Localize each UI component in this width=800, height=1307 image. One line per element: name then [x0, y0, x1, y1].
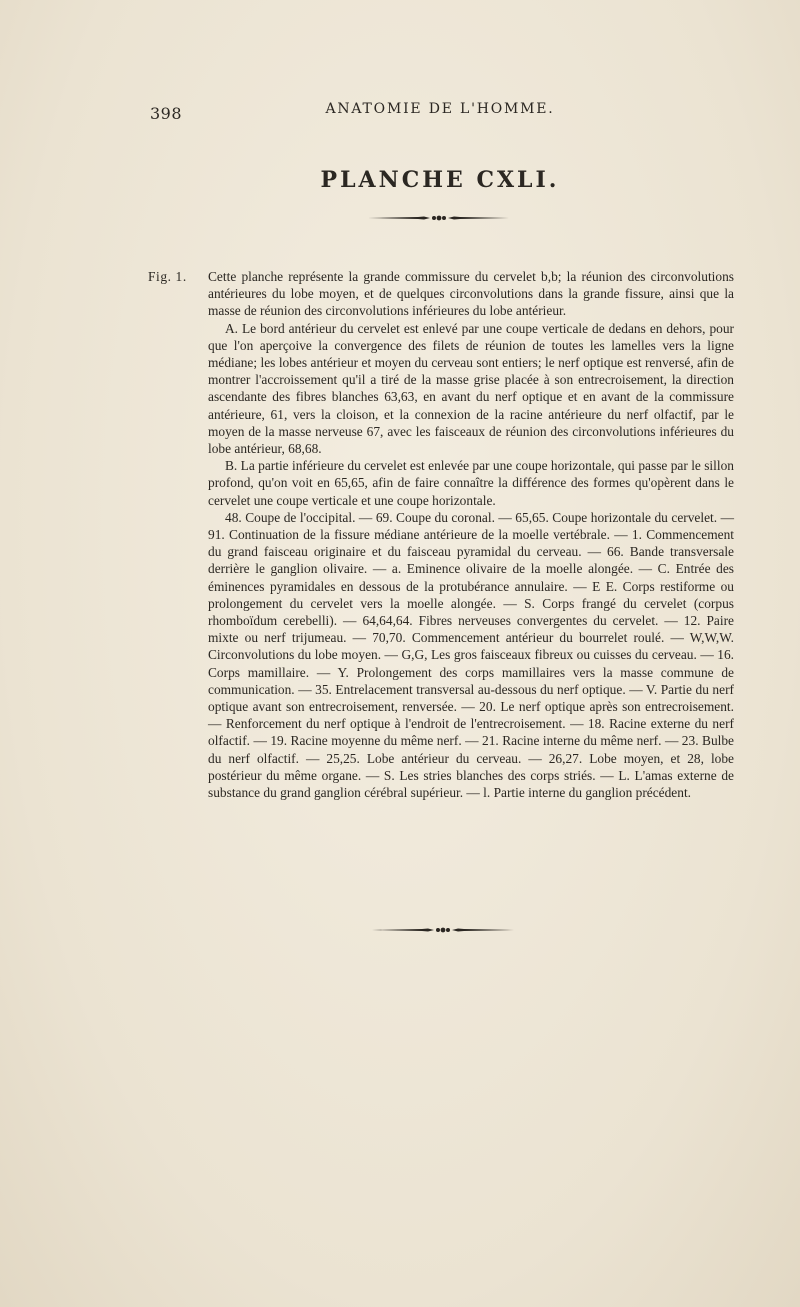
paragraph-legend: 48. Coupe de l'occipital. — 69. Coupe du coronal. — 65,65. Coupe horizontale du cervelet. — 91. Continuation de la fissure médiane antérieure de la moelle vertébrale. — 1. Commencement du grand faisceau originaire et du faisceau pyramidal du cerveau. — 66. Bande transversale derrière le ganglion olivaire. — a. Eminence olivaire de la moelle alongée. — C. Entrée des éminences pyramidales en dessous de la protubérance annulaire. — E E. Corps restiforme ou prolongement du cervelet vers la moelle alongée. — S. Corps frangé du cervelet (corpus rhomboïdum cerebelli). — 64,64,64. Fibres nerveuses convergentes du cervelet. — 12. Paire mixte ou nerf trijumeau. — 70,70. Commencement antérieur du bourrelet roulé. — W,W,W. Circonvolutions du lobe moyen. — G,G, Les gros faisceaux fibreux ou cuisses du cerveau. — 16. Corps mamillaire. — Y. Prolongement des corps mamillaires vers la masse commune de communication. — 35. Entrelacement transversal au-dessous du nerf optique. — V. Partie du nerf optique avant son entrecroisement, renversée. — 20. Le nerf optique après son entrecroisement. — Renforcement du nerf optique à l'endroit de l'entrecroisement. — 18. Racine externe du nerf olfactif. — 19. Racine moyenne du même nerf. — 21. Racine interne du même nerf. — 23. Bulbe du nerf olfactif. — 25,25. Lobe antérieur du cerveau. — 26,27. Lobe moyen, et 28, lobe postérieur du même organe. — S. Les stries blanches des corps striés. — L. L'amas externe de substance du grand ganglion cérébral supérieur. — l. Partie interne du ganglion précédent.: [208, 509, 734, 801]
ornament-divider-top: [368, 214, 510, 222]
plate-description: [208, 268, 734, 801]
paragraph-a: A. Le bord antérieur du cervelet est enlevé par une coupe verticale de dedans en dehors, pour que l'on aperçoive la convergence des filets de réunion de toutes les lamelles vers la ligne médiane; les lobes antérieur et moyen du cerveau sont entiers; le nerf optique est renversé, afin de montrer l'accroissement qu'il a tiré de la masse grise placée à son entrecroisement, la direction ascendante des fibres blanches 63,63, en avant du nerf optique et en avant de la commissure antérieure, 61, vers la cloison, et la connexion de la racine antérieure du nerf olfactif, par le moyen de la masse nerveuse 67, avec les faisceaux de réunion des circonvolutions inférieures du lobe antérieur, 68,68.: [208, 320, 734, 457]
plate-title: PLANCHE CXLI.: [320, 167, 560, 193]
paragraph-b: B. La partie inférieure du cervelet est enlevée par une coupe horizontale, qui passe par le sillon profond, qu'on voit en 65,65, afin de faire connaître la différence des formes qu'opèrent dans le cervelet une coupe verticale et une coupe horizontale.: [208, 458, 734, 508]
page-number: 398: [150, 104, 183, 123]
ornament-divider-bottom: [372, 926, 514, 934]
running-head: ANATOMIE DE L'HOMME.: [325, 101, 555, 117]
figure-label: Fig. 1.: [148, 269, 187, 284]
paragraph-intro: Cette planche représente la grande commissure du cervelet b,b; la réunion des circonvolutions antérieures du lobe moyen, et de quelques circonvolutions dans la grande fissure, ainsi que la masse de réunion des circonvolutions inférieures du lobe antérieur.: [208, 269, 734, 319]
